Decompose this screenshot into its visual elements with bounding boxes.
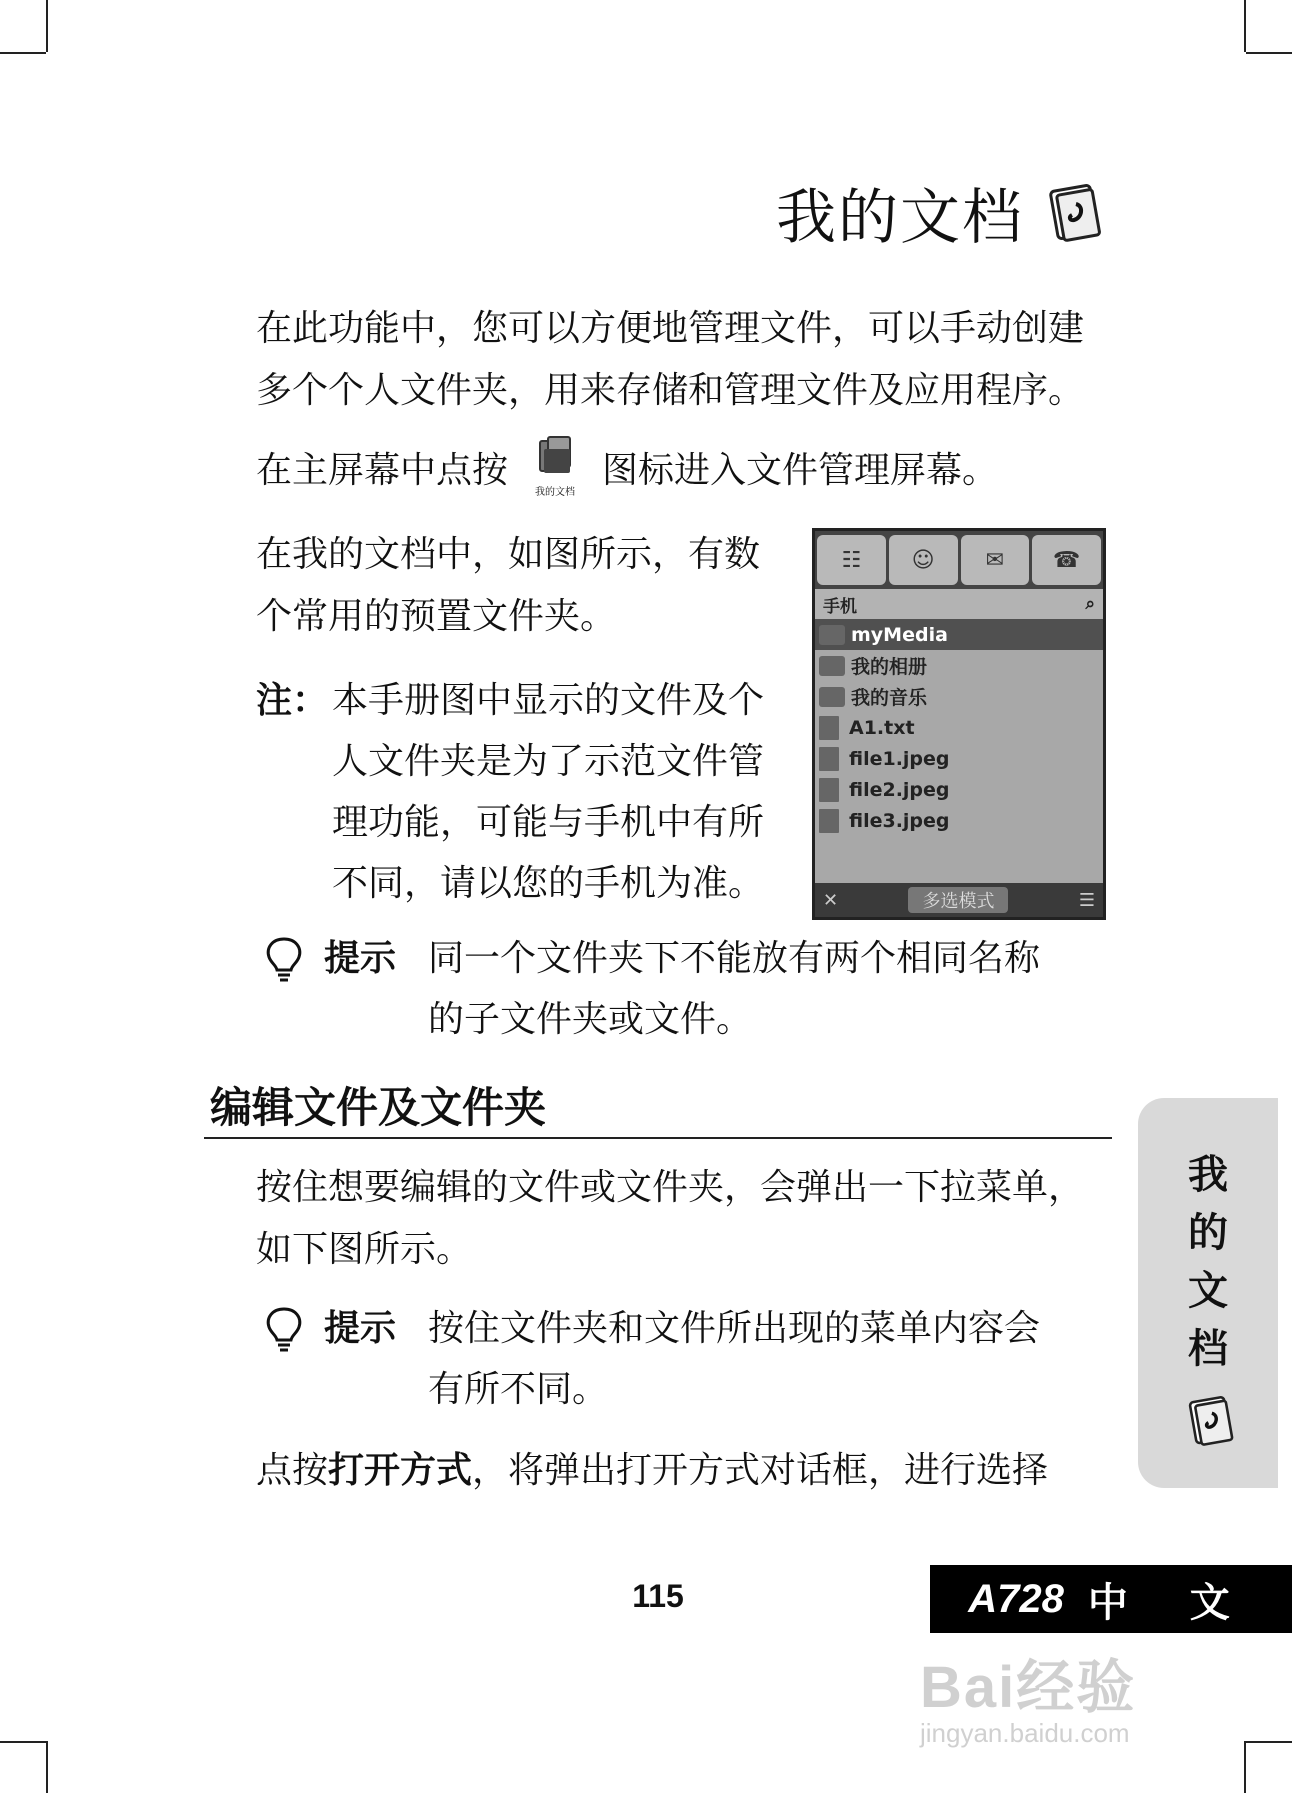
- icon-caption: 我的文档: [535, 487, 576, 498]
- folder-icon: [514, 433, 596, 483]
- side-tab-char: 的: [1188, 1209, 1228, 1256]
- side-tab-char: 我: [1188, 1151, 1228, 1198]
- crop-mark: [0, 52, 46, 54]
- contacts-tab-icon: ☷: [817, 535, 886, 585]
- model-name: A728: [968, 1576, 1064, 1621]
- menu-icon: ☰: [1078, 889, 1095, 911]
- tip-block: [262, 928, 1108, 1050]
- text-line: 理功能，可能与手机中有所: [332, 802, 765, 843]
- file-icon: [819, 716, 839, 740]
- multi-select-mode: 多选模式: [908, 887, 1008, 913]
- watermark-logo: Bai经验: [920, 1655, 1137, 1720]
- enter-paragraph: [256, 440, 998, 503]
- text-segment: 在主屏幕中点按: [256, 450, 509, 491]
- crop-mark: [1244, 0, 1246, 52]
- text-line: 多个个人文件夹，用来存储和管理文件及应用程序。: [256, 370, 1085, 411]
- item-label: 我的相册: [851, 656, 928, 678]
- text-line: 人文件夹是为了示范文件管: [332, 741, 765, 782]
- book-icon: [1046, 184, 1104, 242]
- heading-rule: [204, 1137, 1112, 1139]
- watermark-url: jingyan.baidu.com: [920, 1718, 1130, 1748]
- crop-mark: [1246, 52, 1292, 54]
- mail-tab-icon: ✉: [961, 535, 1030, 585]
- model-banner: [930, 1565, 1292, 1633]
- folder-icon: [819, 656, 845, 676]
- item-label: myMedia: [851, 623, 948, 646]
- hold-paragraph: [256, 1157, 1084, 1281]
- text-line: 如下图所示。: [256, 1229, 473, 1270]
- crop-mark: [46, 1741, 48, 1793]
- open-with-term: 打开方式: [328, 1450, 473, 1491]
- chapter-side-tab: [1138, 1098, 1278, 1488]
- crop-mark: [1246, 1741, 1292, 1743]
- phone-location: 手机: [823, 596, 857, 617]
- note-block: [256, 670, 786, 914]
- item-label: file1.jpeg: [849, 747, 950, 770]
- phone-screenshot: [812, 528, 1106, 920]
- book-icon: [1186, 1396, 1236, 1446]
- tip-block: [262, 1298, 1108, 1420]
- phone-list-item: [815, 774, 1103, 805]
- file-icon: [819, 809, 839, 833]
- search-icon: ⌕: [1085, 594, 1095, 614]
- text-segment: ，将弹出打开方式对话框，进行选择: [472, 1450, 1049, 1491]
- page-number: 115: [632, 1578, 684, 1614]
- item-label: file3.jpeg: [849, 809, 950, 832]
- tip-label: 提示: [324, 1308, 397, 1349]
- text-line: 本手册图中显示的文件及个: [332, 680, 765, 721]
- crop-mark: [46, 0, 48, 52]
- folder-icon: [819, 625, 845, 645]
- crop-mark: [0, 1741, 46, 1743]
- item-label: file2.jpeg: [849, 778, 950, 801]
- file-icon: [819, 778, 839, 802]
- folders-paragraph: [256, 524, 760, 648]
- people-tab-icon: ☺: [889, 535, 958, 585]
- phone-list-item: [815, 650, 1103, 681]
- tip-label: 提示: [324, 938, 397, 979]
- text-line: 在此功能中，您可以方便地管理文件，可以手动创建: [256, 308, 1085, 349]
- text-line: 的子文件夹或文件。: [428, 999, 753, 1040]
- note-label: 注：: [256, 680, 329, 721]
- close-icon: ✕: [823, 889, 839, 911]
- my-documents-app-icon: [514, 433, 596, 498]
- section-heading: 编辑文件及文件夹: [210, 1083, 547, 1132]
- item-label: A1.txt: [849, 716, 915, 739]
- text-line: 在我的文档中，如图所示，有数: [256, 534, 761, 575]
- side-tab-char: 档: [1188, 1325, 1228, 1372]
- text-segment: 点按: [256, 1450, 329, 1491]
- text-line: 个常用的预置文件夹。: [256, 596, 617, 637]
- language-label: 中 文: [1087, 1579, 1254, 1626]
- text-line: 同一个文件夹下不能放有两个相同名称: [428, 938, 1041, 979]
- folder-icon: [819, 687, 845, 707]
- phone-list-item: [815, 805, 1103, 836]
- crop-mark: [1244, 1741, 1246, 1793]
- phone-list-item: [815, 619, 1103, 650]
- text-line: 不同，请以您的手机为准。: [332, 863, 765, 904]
- phone-softkey-bar: [815, 883, 1103, 917]
- title-block: [776, 170, 1104, 256]
- phone-list-item: [815, 681, 1103, 712]
- phone-list-item: [815, 712, 1103, 743]
- file-icon: [819, 747, 839, 771]
- lightbulb-icon: [262, 1306, 306, 1352]
- phone-tab-icon: ☎: [1032, 535, 1101, 585]
- page-title: 我的文档: [776, 183, 1024, 253]
- phone-path-bar: [815, 589, 1103, 619]
- text-line: 有所不同。: [428, 1369, 609, 1410]
- text-line: 按住文件夹和文件所出现的菜单内容会: [428, 1308, 1041, 1349]
- text-line: 按住想要编辑的文件或文件夹，会弹出一下拉菜单，: [256, 1167, 1085, 1208]
- phone-list-item: [815, 743, 1103, 774]
- watermark: [920, 1640, 1220, 1749]
- phone-tab-bar: [815, 531, 1103, 589]
- text-segment: 图标进入文件管理屏幕。: [602, 450, 999, 491]
- open-paragraph: [256, 1440, 1048, 1502]
- item-label: 我的音乐: [851, 687, 928, 709]
- intro-paragraph: [256, 298, 1084, 422]
- side-tab-char: 文: [1188, 1267, 1228, 1314]
- lightbulb-icon: [262, 936, 306, 982]
